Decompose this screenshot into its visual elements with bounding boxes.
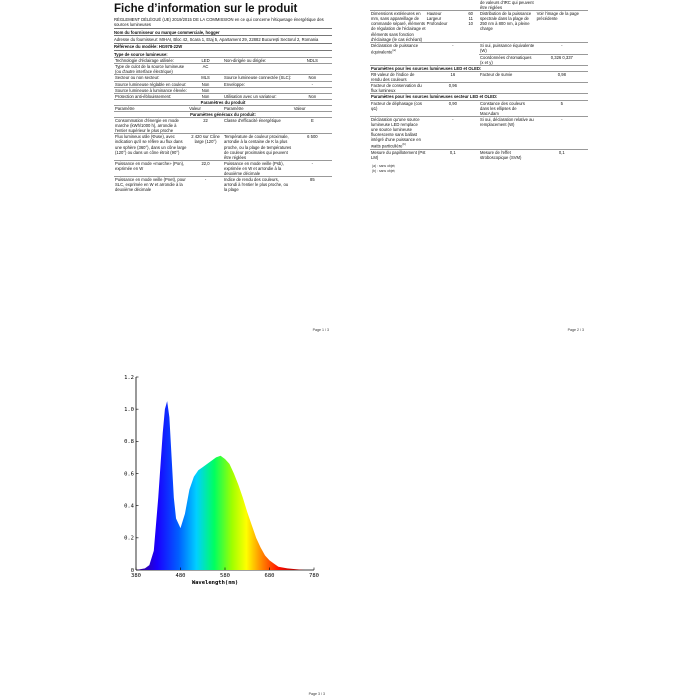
survival-label: Facteur de survie <box>479 72 536 83</box>
param-label: Consommation d'énergie en mode marche (kWh/1000 h), arrondie à l'entier supérieur le plus proche <box>114 118 188 134</box>
dimension-key: Profondeur <box>426 21 448 27</box>
param-value: 6 500 <box>293 134 332 160</box>
flicker-value: 0,1 <box>427 149 479 160</box>
equivalent-power-label: Déclaration de puissance équivalente$^{(a)}$ <box>370 42 427 54</box>
param-value <box>293 64 332 75</box>
cri-range-cell: de valeurs d'IRC qui peuvent être réglées <box>479 0 534 11</box>
survival-value: 0,98 <box>536 72 588 83</box>
param-value: 2 420 sur Cône large (120°) <box>188 134 223 160</box>
dimension-row <box>427 21 479 26</box>
dimension-value: 60 <box>468 11 473 17</box>
regulation-text: RÈGLEMENT DÉLÉGUÉ (UE) 2019/2015 DE LA COMMISSION en ce qui concerne l'étiquetage énergétique des sources lumineuses <box>114 17 324 28</box>
mains-led-header: Paramètres pour les sources lumineuses secteur LED et OLED: <box>370 94 588 100</box>
document-page-2 <box>370 0 588 338</box>
param-value: 22 <box>188 118 223 134</box>
param-label: Puissance en mode veille (Pnet), pour SLC, exprimée en W et arrondie à la deuxième décimale <box>114 177 188 193</box>
table-row <box>370 72 588 83</box>
light-source-table <box>114 57 332 192</box>
column-header: Valeur <box>293 105 332 111</box>
spectrum-chart <box>110 360 335 600</box>
r9-label: R9 valeur de l'indice de rendu des couleurs <box>370 72 427 83</box>
light-source-type-header: Type de source lumineuse: <box>114 51 168 57</box>
param-value: LED <box>188 58 223 64</box>
product-params-header: Paramètres du produit <box>114 99 332 105</box>
document-page-1 <box>110 0 335 338</box>
footnote-a: (a) : sans objet; <box>372 164 396 168</box>
param-value: - <box>293 160 332 176</box>
x-axis-label: Wavelength(nm) <box>191 580 239 586</box>
color-consistency-value: 5 <box>536 100 588 116</box>
spectrum-area <box>136 401 314 570</box>
lumen-maintenance-value: 0,96 <box>427 83 479 94</box>
y-tick-label: 0.6 <box>124 471 134 478</box>
param-label: Enveloppe: <box>223 81 293 87</box>
replacement-if-value: - <box>536 116 588 149</box>
flicker-label: Mesure du papillotement (Pst LM) <box>371 149 426 160</box>
y-tick-label: 1.0 <box>124 406 134 413</box>
table-row <box>114 118 332 134</box>
table-row <box>114 64 332 75</box>
table-row <box>370 116 588 149</box>
param-label: Technologie d'éclairage utilisée: <box>114 58 188 64</box>
phase-factor-value: 0,90 <box>427 100 479 116</box>
table-row <box>114 160 332 176</box>
param-value: Non <box>293 75 332 81</box>
param-value: - <box>293 81 332 87</box>
page-footer: Page 3 / 3 <box>308 692 325 696</box>
stroboscopic-label: Mesure de l'effet stroboscopique (SVM) <box>479 149 536 160</box>
lumen-maintenance-label: Facteur de conservation du flux lumineux <box>370 83 427 94</box>
page-title: Fiche d’information sur le produit <box>114 3 298 15</box>
equivalent-power-if-label: Si oui, puissance équivalente (W) <box>479 42 535 53</box>
param-label: Température de couleur proximale, arrondie à la centaine de K la plus proche, ou la plage de températures de couleur proximales qui peuvent être réglées <box>223 134 292 160</box>
supplier-address: Adresse du fournisseur: MIHAI, Bloc 42, Scara 1, Etaj 5, Apartament 29, 22882 București Sectorul 2, Romania <box>114 36 319 42</box>
param-label: Classe d'efficacité énergétique <box>223 118 293 134</box>
param-label: Indice de rendu des couleurs, arrondi à l'entier le plus proche, ou la plage <box>223 177 293 193</box>
param-label: Source lumineuse à luminance élevée: <box>115 87 187 93</box>
param-value: MLS <box>188 75 223 81</box>
replacement-claim-value: - <box>427 116 479 149</box>
x-tick-label: 780 <box>309 573 319 579</box>
param-value: NDLS <box>293 58 332 64</box>
x-tick-label: 580 <box>220 573 230 579</box>
param-label: Type de culot de la source lumineuse (ou d'autre interface électrique) <box>114 64 188 75</box>
table-row <box>370 42 588 54</box>
table-row <box>370 54 588 65</box>
param-value: Non <box>188 93 223 99</box>
param-label: Puissance en mode veille (Psb), exprimée en W et arrondie à la deuxième décimale <box>223 160 293 176</box>
y-tick-label: 0 <box>130 567 134 574</box>
param-value: Non <box>188 87 223 93</box>
page-footer: Page 2 / 3 <box>567 328 584 332</box>
param-label: Protection anti-éblouissement: <box>114 93 188 99</box>
column-header: Paramètre <box>223 105 293 111</box>
dimension-key: Hauteur <box>426 11 442 17</box>
spectral-label: Distribution de la puissance spectrale dans la plage de 250 nm à 800 nm, à pleine charge <box>479 11 536 43</box>
supplier-name: Nom du fournisseur ou marque commerciale, hogger <box>114 29 220 35</box>
model-reference: Référence du modèle: HG978-22W <box>114 44 183 50</box>
dimensions-values <box>427 11 479 43</box>
param-value: E <box>293 118 332 134</box>
general-params-header: Paramètres généraux du produit: <box>114 112 332 118</box>
param-label: Non-dirigée ou dirigée: <box>223 58 293 64</box>
dimension-value: 11 <box>468 16 473 22</box>
spectral-value: Voir l'image de la page précédente <box>536 11 588 43</box>
param-value: Non <box>188 81 223 87</box>
table-row <box>370 11 588 43</box>
x-tick-label: 680 <box>264 573 275 579</box>
replacement-if-label: Si oui, déclaration relative au remplacement (W) <box>479 116 536 149</box>
page2-table <box>370 0 588 160</box>
x-tick-label: 380 <box>131 573 141 579</box>
document-page-3 <box>110 360 335 700</box>
stroboscopic-value: 0,1 <box>536 149 588 160</box>
table-row <box>370 0 588 11</box>
footnote-b: (b) : sans objet; <box>372 169 396 173</box>
column-header: Paramètre <box>114 105 188 111</box>
param-value: 22,0 <box>188 160 223 176</box>
param-label: Utilisation avec un variateur: <box>223 93 293 99</box>
y-tick-label: 0.2 <box>124 535 134 542</box>
table-row <box>370 149 588 160</box>
param-label <box>223 64 293 75</box>
param-label: Secteur ou non secteur: <box>114 75 188 81</box>
y-tick-label: 1.2 <box>124 374 134 381</box>
phase-factor-label: Facteur de déphasage (cos φ1) <box>370 100 427 116</box>
column-header: Valeur <box>188 105 223 111</box>
param-label: Puissance en mode «marche» (Pon), exprimée en W <box>114 160 188 176</box>
equivalent-power-if-value: - <box>536 42 588 54</box>
param-label: Source lumineuse réglable en couleur: <box>115 81 187 87</box>
r9-value: 16 <box>427 72 479 83</box>
y-tick-label: 0.4 <box>124 503 134 510</box>
page-footer: Page 1 / 3 <box>312 328 329 332</box>
dimension-key: Largeur <box>426 16 442 22</box>
dimensions-label: Dimensions extérieures en mm, sans appareillage de commande séparé, éléments de régulation de l'éclairage et éléments sans fonction d'éclairage (le cas échéant) <box>371 11 426 42</box>
table-row <box>114 134 332 160</box>
chromaticity-label: Coordonnées chromatiques (x et y) <box>479 54 536 65</box>
table-row <box>370 83 588 94</box>
led-oled-header: Paramètres pour les sources lumineuses LED et OLED: <box>370 66 588 72</box>
table-row <box>114 177 332 193</box>
equivalent-power-value: - <box>427 42 479 54</box>
param-value: 85 <box>293 177 332 193</box>
footnotes <box>372 164 588 174</box>
table-row <box>370 100 588 116</box>
dimension-value: 10 <box>468 21 473 27</box>
param-value: AC <box>188 64 223 75</box>
x-tick-label: 480 <box>175 573 186 579</box>
y-tick-label: 0.8 <box>124 439 134 446</box>
chromaticity-value: 0,326 0,337 <box>536 54 588 65</box>
param-label: Source lumineuse connectée (SLC): <box>223 75 292 81</box>
param-label: Flux lumineux utile (Φuse), avec indication qu'il se réfère au flux dans une sphère (360°), dans un cône large (120°) ou dans un cône étroit (90°) <box>114 134 188 160</box>
replacement-claim-label: Déclaration qu'une source lumineuse LED remplace une source lumineuse fluorescente sans ballast intégré d'une puissance en watts particulière$^{(b)}$ <box>370 116 427 149</box>
param-value: Non <box>293 93 332 99</box>
param-value: - <box>188 177 223 193</box>
color-consistency-label: Constance des couleurs dans les ellipses de MacAdam <box>479 100 536 116</box>
